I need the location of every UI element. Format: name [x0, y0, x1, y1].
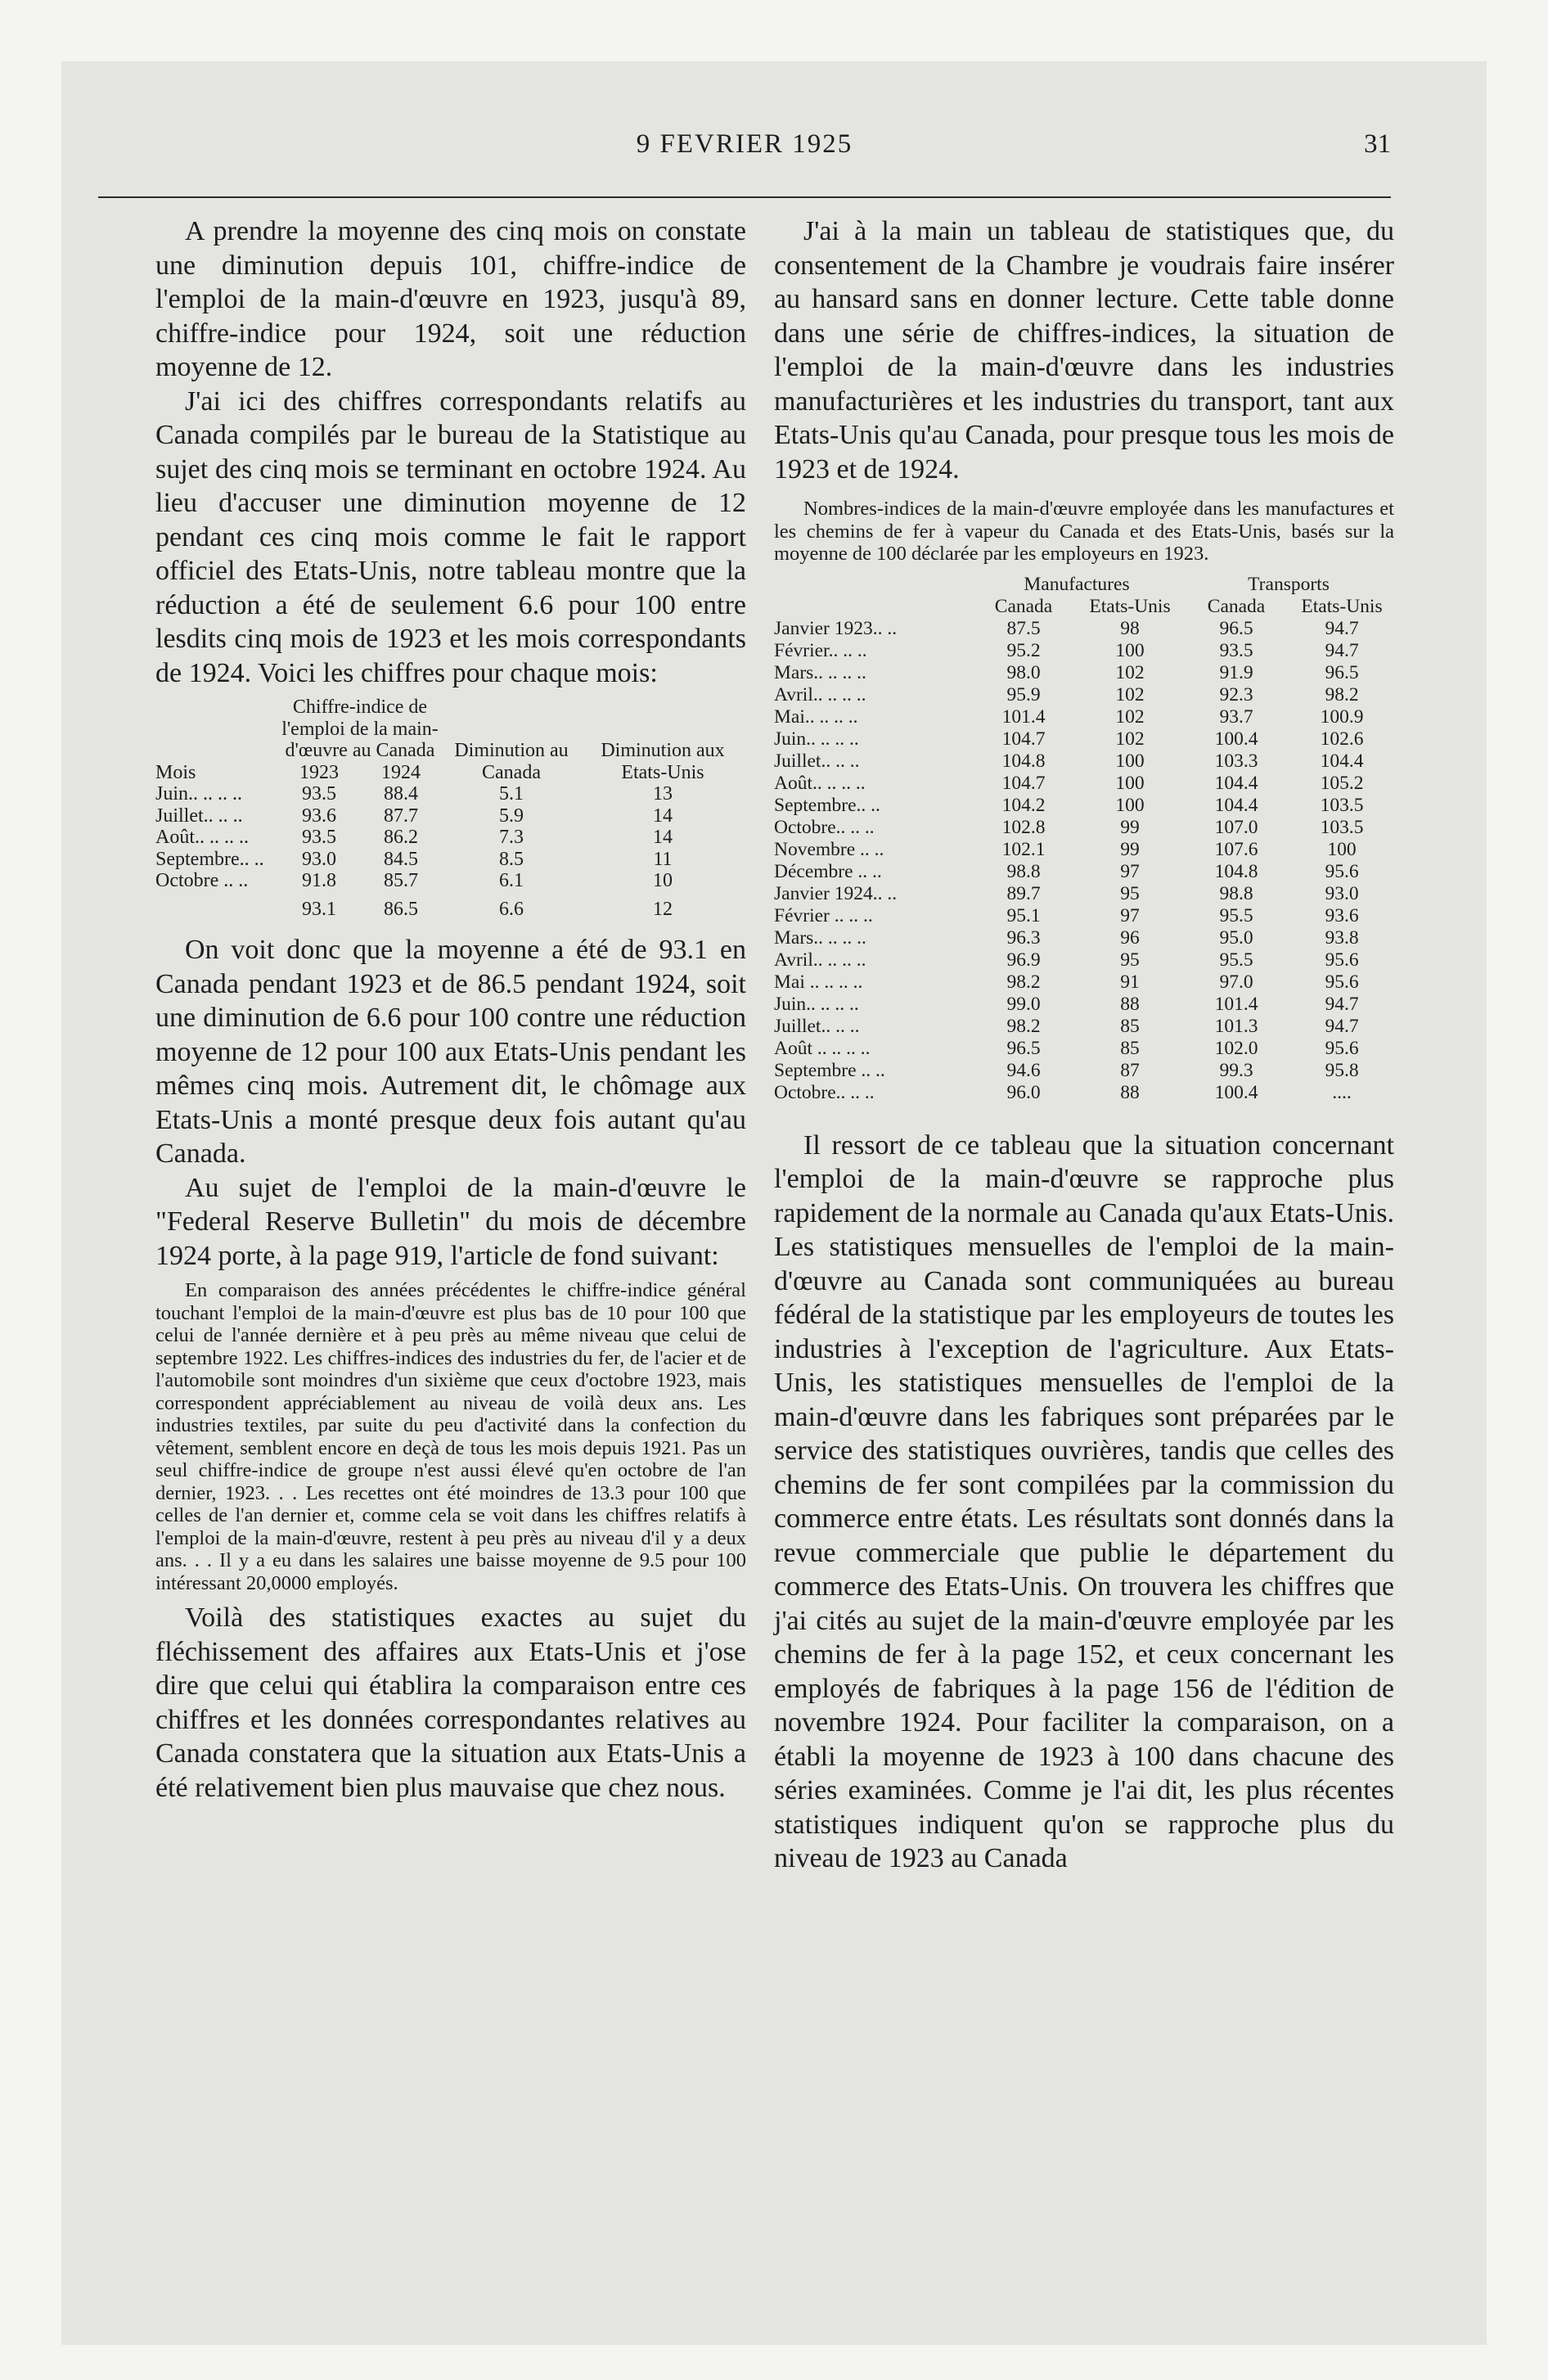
value-cell: 91.8 — [302, 870, 336, 891]
table-row — [774, 1038, 1394, 1060]
value-cell: 94.7 — [1325, 639, 1359, 661]
month-cell: Octobre.. .. .. — [774, 1081, 875, 1103]
col-header-dim-eu: Diminution aux Etats-Unis — [601, 740, 725, 783]
value-cell: 94.7 — [1325, 1015, 1359, 1037]
value-cell: 104.8 — [1001, 750, 1046, 772]
value-cell: 98.2 — [1325, 683, 1359, 705]
value-cell: 87.5 — [1006, 617, 1041, 639]
value-cell: 98.8 — [1219, 882, 1253, 904]
total-cell: 93.1 — [302, 898, 336, 920]
table-caption: Nombres-indices de la main-d'œuvre employée dans les manufactures et les chemins de fer à vapeur du Canada et des Etats-Unis, basés sur la moyenne de 100 déclarée par les employeurs en 1923. — [774, 498, 1394, 565]
col-header-dim-canada: Diminution au Canada — [454, 740, 569, 783]
value-cell: 96.5 — [1006, 1037, 1041, 1059]
value-cell: 86.2 — [384, 827, 418, 848]
value-cell: 96.5 — [1219, 617, 1253, 639]
value-cell: 87.7 — [384, 805, 418, 827]
table-row — [155, 805, 745, 827]
value-cell: 101.4 — [1214, 993, 1258, 1015]
month-cell: Février.. .. .. — [774, 639, 867, 661]
quote-block: En comparaison des années précédentes le chiffre-indice général touchant l'emploi de la main-d'œuvre est plus bas de 10 pour 100 que celui de l'année dernière et à peu près au même niveau que celui de septembre 1922. Les chiffres-indices des industries du fer, de l'acier et de l'automobile sont moindres d'un sixième que ceux d'octobre 1923, mais correspondent appréciablement au niveau de voilà deux ans. Les industries textiles, par suite du peu d'activité dans la confection du vêtement, semblent encore en deçà de tous les mois depuis 1921. Pas un seul chiffre-indice de groupe n'est aussi élevé qu'en octobre de l'an dernier, 1923. . . Les recettes ont été moindres de 13.3 pour 100 que celles de l'an dernier et, comme cela se voit dans les chiffres relatifs à l'emploi de la main-d'œuvre, restent à peu près au niveau d'il y a deux ans. . . Il y a eu dans les salaires une baisse moyenne de 9.5 pour 100 intéressant 20,0000 employés. — [155, 1279, 746, 1594]
value-cell: 96.9 — [1006, 949, 1041, 971]
value-cell: 87 — [1120, 1059, 1140, 1081]
month-cell: Août .. .. .. .. — [774, 1037, 871, 1059]
table-row — [774, 773, 1394, 795]
value-cell: 100 — [1115, 750, 1145, 772]
table-row — [774, 861, 1394, 883]
value-cell: 100 — [1327, 838, 1357, 860]
value-cell: 103.5 — [1320, 816, 1364, 838]
value-cell: 100.4 — [1214, 1081, 1258, 1103]
value-cell: 107.0 — [1214, 816, 1258, 838]
value-cell: 14 — [653, 827, 673, 848]
value-cell: 95 — [1120, 949, 1140, 971]
value-cell: 98.2 — [1006, 1015, 1041, 1037]
value-cell: 102.8 — [1001, 816, 1046, 838]
paragraph: J'ai à la main un tableau de statistiques que, du consentement de la Chambre je voudrais faire insérer au hansard sans en donner lecture. Cette table donne dans une série de chiffres-indices, la situation de l'emploi de la main-d'œuvre dans les industries manufacturières et les industries du transport, tant aux Etats-Unis qu'au Canada, pour presque tous les mois de 1923 et de 1924. — [774, 216, 1394, 485]
value-cell: 101.3 — [1214, 1015, 1258, 1037]
table-row — [774, 795, 1394, 817]
month-cell: Avril.. .. .. .. — [774, 683, 866, 705]
value-cell: 88.4 — [384, 783, 418, 805]
value-cell: 5.1 — [499, 783, 524, 805]
table-row — [774, 706, 1394, 728]
value-cell: 98.8 — [1006, 860, 1041, 882]
value-cell: 98.0 — [1006, 661, 1041, 683]
value-cell: 94.6 — [1006, 1059, 1041, 1081]
value-cell: 104.4 — [1320, 750, 1364, 772]
value-cell: 104.8 — [1214, 860, 1258, 882]
value-cell: 7.3 — [499, 827, 524, 848]
total-cell: 6.6 — [499, 898, 524, 920]
value-cell: 98.2 — [1006, 971, 1041, 993]
value-cell: 85 — [1120, 1037, 1140, 1059]
value-cell: 100 — [1115, 772, 1145, 794]
paragraph: J'ai ici des chiffres correspondants relatifs au Canada compilés par le bureau de la Statistique au sujet des cinq mois se terminant en octobre 1924. Au lieu d'accuser une diminution moyenne de 12 pendant ces cinq mois comme le fait le rapport officiel des Etats-Unis, notre tableau montre que la réduction a été de seulement 6.6 pour 100 entre lesdits cinq mois de 1923 et les mois correspondants de 1924. Voici les chiffres pour chaque mois: — [155, 385, 746, 688]
month-cell: Décembre .. .. — [774, 860, 882, 882]
table-row — [774, 905, 1394, 927]
month-cell: Septembre.. .. — [774, 794, 880, 816]
value-cell: 95.6 — [1325, 949, 1359, 971]
value-cell: 88 — [1120, 993, 1140, 1015]
value-cell: 93.6 — [1325, 904, 1359, 926]
index-table — [774, 574, 1394, 1104]
value-cell: 107.6 — [1214, 838, 1258, 860]
month-cell: Juillet.. .. .. — [774, 1015, 860, 1037]
value-cell: 92.3 — [1219, 683, 1253, 705]
value-cell: 84.5 — [384, 848, 418, 870]
value-cell: 101.4 — [1001, 705, 1046, 728]
paragraph: On voit donc que la moyenne a été de 93.1 en Canada pendant 1923 et de 86.5 pendant 1924, soit une diminution de 6.6 pour 100 contre une réduction moyenne de 12 pour 100 aux Etats-Unis pendant les mêmes cinq mois. Autrement dit, le chômage aux Etats-Unis a monté presque deux fois autant qu'au Canada. — [155, 935, 746, 1169]
value-cell: 96 — [1120, 926, 1140, 949]
value-cell: 93.5 — [1219, 639, 1253, 661]
month-cell: Octobre.. .. .. — [774, 816, 875, 838]
month-cell: Février .. .. .. — [774, 904, 873, 926]
col-header-index: Chiffre-indice de l'emploi de la main-d'œuvre au Canada — [281, 696, 439, 761]
value-cell: 93.5 — [302, 783, 336, 805]
month-cell: Janvier 1923.. .. — [774, 617, 898, 639]
table-row — [774, 684, 1394, 706]
value-cell: 85 — [1120, 1015, 1140, 1037]
month-cell: Juin.. .. .. .. — [155, 783, 243, 805]
table-row — [774, 994, 1394, 1016]
value-cell: 104.7 — [1001, 772, 1046, 794]
total-cell: 12 — [653, 898, 673, 920]
value-cell: 95.5 — [1219, 904, 1253, 926]
value-cell: 102 — [1115, 705, 1145, 728]
month-cell: Novembre .. .. — [774, 838, 884, 860]
table-row — [155, 827, 745, 849]
value-cell: 10 — [653, 870, 673, 891]
col-header-canada: Canada — [994, 595, 1053, 617]
value-cell: 13 — [653, 783, 673, 805]
value-cell: 6.1 — [499, 870, 524, 891]
col-header-1923: 1923 — [299, 761, 339, 783]
table-row — [774, 1060, 1394, 1082]
value-cell: 95.9 — [1006, 683, 1041, 705]
month-cell: Mars.. .. .. .. — [774, 661, 866, 683]
left-column — [155, 214, 746, 1805]
paragraph: Au sujet de l'emploi de la main-d'œuvre le "Federal Reserve Bulletin" du mois de décembre 1924 porte, à la page 919, l'article de fond suivant: — [155, 1172, 746, 1271]
month-cell: Mars.. .. .. .. — [774, 926, 866, 949]
table-row — [774, 839, 1394, 861]
value-cell: 100 — [1115, 639, 1145, 661]
value-cell: 91.9 — [1219, 661, 1253, 683]
value-cell: 99 — [1120, 816, 1140, 838]
page-number: 31 — [1364, 129, 1391, 159]
month-cell: Juin.. .. .. .. — [774, 728, 859, 750]
value-cell: 102.0 — [1214, 1037, 1258, 1059]
value-cell: 99.0 — [1006, 993, 1041, 1015]
month-cell: Septembre.. .. — [155, 848, 264, 870]
table-row — [774, 817, 1394, 839]
value-cell: 93.0 — [1325, 882, 1359, 904]
col-header-transports: Transports — [1248, 573, 1330, 595]
col-header-manufactures: Manufactures — [1024, 573, 1130, 595]
col-header-canada: Canada — [1207, 595, 1266, 617]
table-row — [774, 1082, 1394, 1104]
value-cell: 103.3 — [1214, 750, 1258, 772]
month-cell: Avril.. .. .. .. — [774, 949, 866, 971]
value-cell: 96.0 — [1006, 1081, 1041, 1103]
value-cell: 93.7 — [1219, 705, 1253, 728]
table-row — [774, 971, 1394, 994]
table-row — [774, 949, 1394, 971]
table-row — [155, 849, 745, 871]
value-cell: 95.1 — [1006, 904, 1041, 926]
page-header — [98, 129, 1391, 162]
paragraph: A prendre la moyenne des cinq mois on constate une diminution depuis 101, chiffre-indice de l'emploi de la main-d'œuvre en 1923, jusqu'à 89, chiffre-indice pour 1924, soit une réduction moyenne de 12. — [155, 216, 746, 382]
table-row — [774, 662, 1394, 684]
month-cell: Janvier 1924.. .. — [774, 882, 898, 904]
value-cell: 85.7 — [384, 870, 418, 891]
month-cell: Juillet.. .. .. — [155, 805, 243, 827]
table-row — [774, 927, 1394, 949]
value-cell: 97 — [1120, 860, 1140, 882]
value-cell: 91 — [1120, 971, 1140, 993]
value-cell: 102 — [1115, 683, 1145, 705]
value-cell: 102 — [1115, 661, 1145, 683]
table-row — [774, 1016, 1394, 1038]
value-cell: 93.0 — [302, 848, 336, 870]
month-cell: Octobre .. .. — [155, 870, 249, 891]
value-cell: 97.0 — [1219, 971, 1253, 993]
value-cell: 89.7 — [1006, 882, 1041, 904]
table-row — [774, 640, 1394, 662]
value-cell: 5.9 — [499, 805, 524, 827]
value-cell: 94.7 — [1325, 617, 1359, 639]
col-header-mois: Mois — [155, 761, 196, 783]
value-cell: 98 — [1120, 617, 1140, 639]
value-cell: 102.1 — [1001, 838, 1046, 860]
value-cell: 96.3 — [1006, 926, 1041, 949]
header-date: 9 FEVRIER 1925 — [636, 129, 853, 159]
value-cell: 97 — [1120, 904, 1140, 926]
value-cell: 8.5 — [499, 848, 524, 870]
value-cell: 104.4 — [1214, 794, 1258, 816]
value-cell: 100.4 — [1214, 728, 1258, 750]
month-cell: Août.. .. .. .. — [774, 772, 866, 794]
table-row — [774, 728, 1394, 751]
month-cell: Juillet.. .. .. — [774, 750, 860, 772]
value-cell: 102.6 — [1320, 728, 1364, 750]
value-cell: 100.9 — [1320, 705, 1364, 728]
table-row — [774, 751, 1394, 773]
value-cell: 94.7 — [1325, 993, 1359, 1015]
value-cell: 96.5 — [1325, 661, 1359, 683]
value-cell: 99.3 — [1219, 1059, 1253, 1081]
value-cell: 104.4 — [1214, 772, 1258, 794]
value-cell: .... — [1332, 1081, 1352, 1103]
table-row — [774, 883, 1394, 905]
value-cell: 102 — [1115, 728, 1145, 750]
month-cell: Septembre .. .. — [774, 1059, 885, 1081]
total-cell: 86.5 — [384, 898, 418, 920]
value-cell: 95.8 — [1325, 1059, 1359, 1081]
value-cell: 95.5 — [1219, 949, 1253, 971]
value-cell: 93.8 — [1325, 926, 1359, 949]
month-cell: Juin.. .. .. .. — [774, 993, 859, 1015]
value-cell: 95.6 — [1325, 860, 1359, 882]
value-cell: 93.6 — [302, 805, 336, 827]
value-cell: 93.5 — [302, 827, 336, 848]
col-header-eu: Etats-Unis — [1089, 595, 1171, 617]
value-cell: 103.5 — [1320, 794, 1364, 816]
month-cell: Août.. .. .. .. — [155, 827, 249, 848]
canada-employment-table — [155, 696, 745, 920]
col-header-eu: Etats-Unis — [1301, 595, 1383, 617]
table-row — [155, 783, 745, 805]
value-cell: 100 — [1115, 794, 1145, 816]
table-total-row — [155, 892, 745, 921]
paragraph: Voilà des statistiques exactes au sujet du fléchissement des affaires aux Etats-Unis et j'ose dire que celui qui établira la comparaison entre ces chiffres et les données correspondantes relatives au Canada constatera que la situation aux Etats-Unis a été relativement bien plus mauvaise que chez nous. — [155, 1602, 746, 1803]
value-cell: 104.2 — [1001, 794, 1046, 816]
value-cell: 95.0 — [1219, 926, 1253, 949]
value-cell: 95.6 — [1325, 971, 1359, 993]
value-cell: 14 — [653, 805, 673, 827]
value-cell: 95 — [1120, 882, 1140, 904]
month-cell: Mai.. .. .. .. — [774, 705, 858, 728]
value-cell: 104.7 — [1001, 728, 1046, 750]
right-column — [774, 214, 1394, 1876]
value-cell: 95.2 — [1006, 639, 1041, 661]
table-row — [774, 618, 1394, 640]
header-rule — [98, 196, 1391, 198]
value-cell: 88 — [1120, 1081, 1140, 1103]
month-cell: Mai .. .. .. .. — [774, 971, 863, 993]
value-cell: 95.6 — [1325, 1037, 1359, 1059]
value-cell: 105.2 — [1320, 772, 1364, 794]
value-cell: 11 — [653, 848, 673, 870]
paragraph: Il ressort de ce tableau que la situation concernant l'emploi de la main-d'œuvre se rapproche plus rapidement de la normale au Canada qu'aux Etats-Unis. Les statistiques mensuelles de l'emploi de la main-d'œuvre au Canada sont communiquées au bureau fédéral de la statistique par les employeurs de toutes les industries à l'exception de l'agriculture. Aux Etats-Unis, les statistiques mensuelles de l'emploi de la main-d'œuvre dans les fabriques sont préparées par le service des statistiques ouvrières, tandis que celles des chemins de fer sont compilées par la commission du commerce entre états. Les résultats sont donnés dans la revue commerciale que publie le département du commerce des Etats-Unis. On trouvera les chiffres que j'ai cités au sujet de la main-d'œuvre employée par les chemins de fer à la page 152, et ceux concernant les employés de fabriques à la page 156 de l'édition de novembre 1924. Pour faciliter la comparaison, on a établi la moyenne de 1923 à 100 dans chacune des séries examinées. Comme je l'ai dit, les plus récentes statistiques indiquent qu'on se rapproche plus du niveau de 1923 au Canada — [774, 1129, 1394, 1873]
col-header-1924: 1924 — [381, 761, 421, 783]
table-row — [155, 870, 745, 892]
value-cell: 99 — [1120, 838, 1140, 860]
